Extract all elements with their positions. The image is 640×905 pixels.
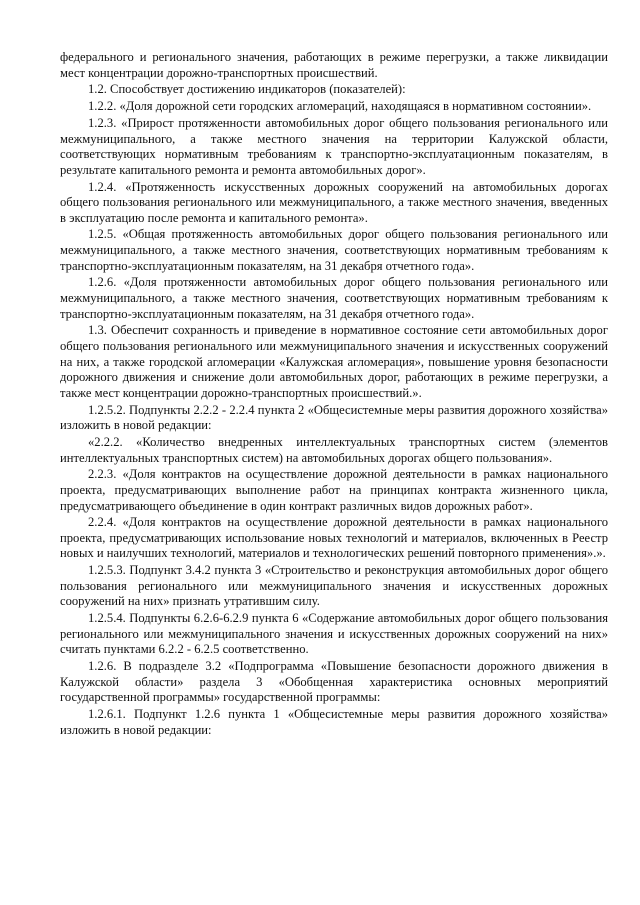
paragraph-1-2-6: 1.2.6. «Доля протяженности автомобильных дорог общего пользования регионального или межмуниципального, а также местного значения, соответствующих нормативным требованиям к транспортно-эксплуатационным показателям, на 31 декабря отчетного года». <box>60 275 608 321</box>
paragraph-1-2-6-section: 1.2.6. В подразделе 3.2 «Подпрограмма «Повышение безопасности дорожного движения в Калужской области» раздела 3 «Обобщенная характеристика основных мероприятий государственной программы» государственной программы: <box>60 659 608 705</box>
paragraph-1-2-6-1: 1.2.6.1. Подпункт 1.2.6 пункта 1 «Общесистемные меры развития дорожного хозяйства» изложить в новой редакции: <box>60 707 608 737</box>
paragraph-2-2-2: «2.2.2. «Количество внедренных интеллектуальных транспортных систем (элементов интеллектуальных транспортных систем) на автомобильных дорогах общего пользования». <box>60 434 608 465</box>
paragraph-2-2-3: 2.2.3. «Доля контрактов на осуществление дорожной деятельности в рамках национального проекта, предусматривающих выполнение работ на принципах контракта жизненного цикла, предусматривающего объединение в один контракт различных видов дорожных работ». <box>60 467 608 513</box>
paragraph-2-2-4: 2.2.4. «Доля контрактов на осуществление дорожной деятельности в рамках национального проекта, предусматривающих использование новых технологий и материалов, включенных в Реестр новых и наилучших технологий, материалов и технологических решений повторного применения».». <box>60 515 608 561</box>
paragraph-1-2-5-2: 1.2.5.2. Подпункты 2.2.2 - 2.2.4 пункта 2 «Общесистемные меры развития дорожного хозяйства» изложить в новой редакции: <box>60 402 608 433</box>
paragraph-1-2-5-4: 1.2.5.4. Подпункты 6.2.6-6.2.9 пункта 6 «Содержание автомобильных дорог общего пользования регионального или межмуниципального значения и искусственных дорожных сооружений на них» считать пунктами 6.2.2 - 6.2.5 соответственно. <box>60 611 608 657</box>
paragraph-1-2-4: 1.2.4. «Протяженность искусственных дорожных сооружений на автомобильных дорогах общего пользования регионального или межмуниципального, а также местного значения, введенных в эксплуатацию после ремонта и капитального ремонта». <box>60 179 608 225</box>
paragraph-1-2-2: 1.2.2. «Доля дорожной сети городских агломераций, находящаяся в нормативном состоянии». <box>88 99 592 114</box>
paragraph-continuation: федерального и регионального значения, работающих в режиме перегрузки, а также ликвидации мест концентрации дорожно-транспортных происшествий. <box>60 50 608 80</box>
paragraph-1-2-5-3: 1.2.5.3. Подпункт 3.4.2 пункта 3 «Строительство и реконструкция автомобильных дорог общего пользования регионального или межмуниципального значения и искусственных дорожных сооружений на них» признать утратившим силу. <box>60 563 608 609</box>
paragraph-1-2-5: 1.2.5. «Общая протяженность автомобильных дорог общего пользования регионального или межмуниципального, а также местного значения, соответствующих нормативным требованиям к транспортно-эксплуатационным показателям, на 31 декабря отчетного года». <box>60 227 608 273</box>
paragraph-1-2: 1.2. Способствует достижению индикаторов (показателей): <box>88 82 406 97</box>
paragraph-1-3: 1.3. Обеспечит сохранность и приведение в нормативное состояние сети автомобильных дорог общего пользования регионального или межмуниципального значения и искусственных сооружений на них, а также городской агломерации «Калужская агломерация», повышение уровня безопасности дорожного движения и снижение доли автомобильных дорог, работающих в режиме перегрузки, а также мест концентрации дорожно-транспортных происшествий.». <box>60 323 608 400</box>
paragraph-1-2-3: 1.2.3. «Прирост протяженности автомобильных дорог общего пользования регионального или межмуниципального, а также местного значения на территории Калужской области, соответствующих нормативным требованиям к транспортно-эксплуатационным показателям, в результате капитального ремонта и ремонта автомобильных дорог». <box>60 115 608 177</box>
